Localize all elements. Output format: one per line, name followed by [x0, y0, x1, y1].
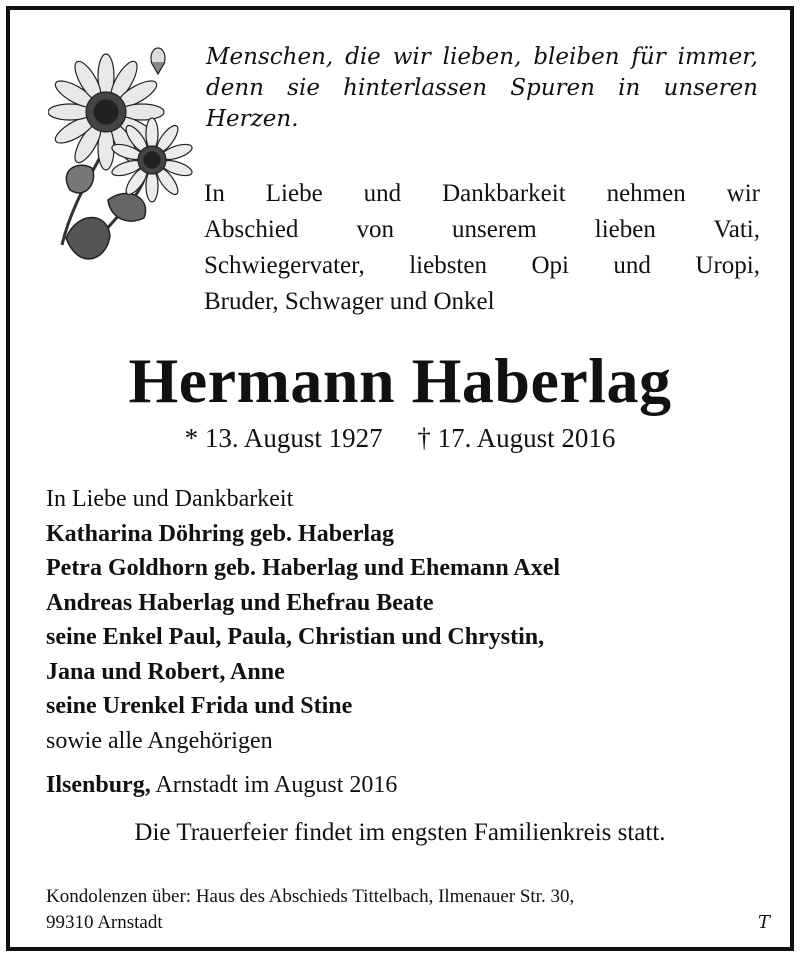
quote-line: Herzen. — [206, 106, 299, 132]
condolence-info — [46, 884, 746, 936]
quote-line: denn sie hinterlassen Spuren in unseren — [206, 75, 758, 101]
mourner-line: seine Urenkel Frida und Stine — [46, 693, 353, 719]
mourner-line: Katharina Döhring geb. Haberlag — [46, 520, 395, 547]
mourner-line: Petra Goldhorn geb. Haberlag und Ehemann Axel — [46, 555, 561, 581]
intro-line: Abschied von unserem lieben Vati, — [204, 216, 760, 243]
farewell-intro — [204, 176, 760, 320]
condolence-line: 99310 Arnstadt — [46, 912, 163, 933]
intro-line: Bruder, Schwager und Onkel — [204, 288, 495, 315]
mourners-opening: In Liebe und Dankbarkeit — [46, 486, 294, 512]
deceased-name: Hermann Haberlag — [128, 345, 672, 416]
sunflower-icon — [48, 40, 198, 275]
mourner-line: Andreas Haberlag und Ehefrau Beate — [46, 589, 434, 616]
condolence-line: Kondolenzen über: Haus des Abschieds Tittelbach, Ilmenauer Str. 30, — [46, 886, 575, 907]
memorial-quote — [206, 42, 758, 135]
funeral-notice: Die Trauerfeier findet im engsten Familienkreis statt. — [134, 819, 666, 846]
mourners-list — [46, 482, 766, 758]
death-date: † 17. August 2016 — [417, 423, 616, 453]
quote-line: Menschen, die wir lieben, bleiben für immer, — [206, 44, 758, 70]
intro-line: In Liebe und Dankbarkeit nehmen wir — [204, 180, 760, 207]
publisher-mark: T — [758, 912, 771, 933]
intro-line: Schwiegervater, liebsten Opi und Uropi, — [204, 252, 760, 279]
place-primary: Ilsenburg, — [46, 772, 151, 798]
mourners-closing: sowie alle Angehörigen — [46, 727, 273, 754]
mourner-line: Jana und Robert, Anne — [46, 658, 285, 685]
place-and-date — [46, 768, 397, 802]
mourner-line: seine Enkel Paul, Paula, Christian und Chrystin, — [46, 624, 545, 650]
birth-date: * 13. August 1927 — [184, 423, 383, 453]
life-dates — [0, 420, 800, 456]
place-rest: Arnstadt im August 2016 — [150, 772, 398, 798]
